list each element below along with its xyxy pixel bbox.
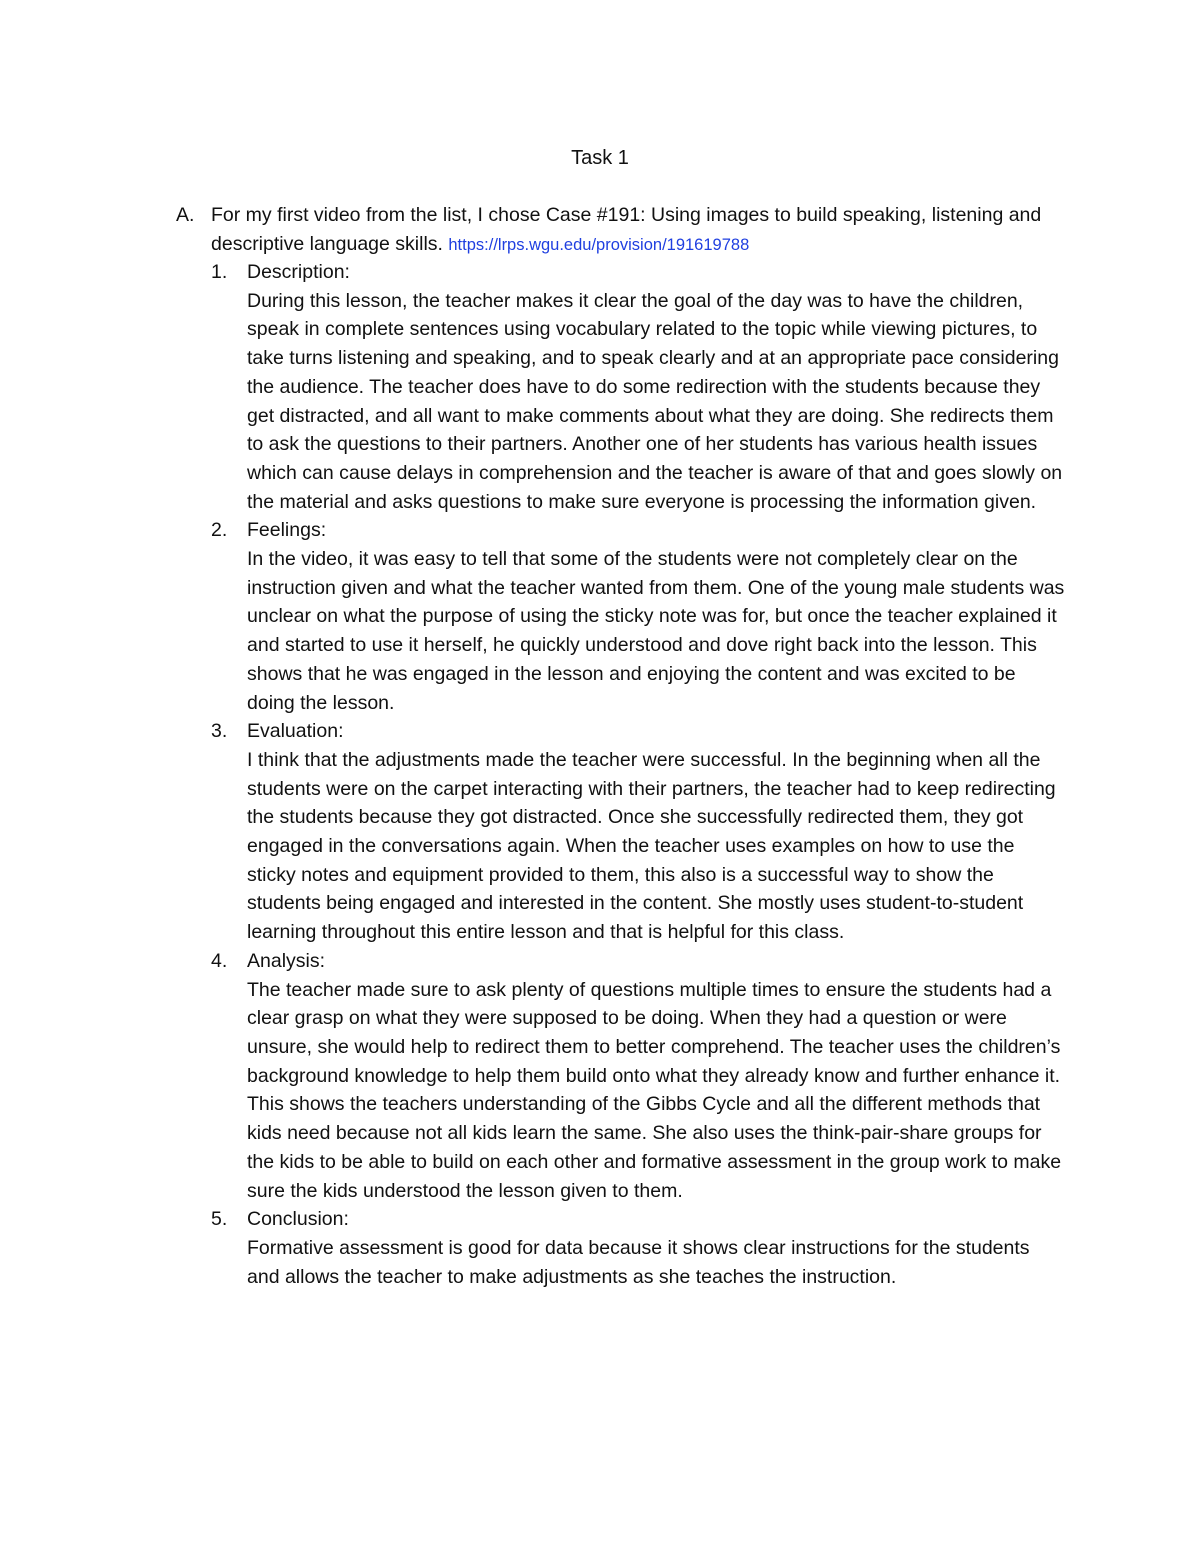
list-item-number: 5. bbox=[211, 1208, 228, 1231]
list-item-description bbox=[211, 258, 1071, 516]
list-item-heading: Description: bbox=[247, 261, 350, 283]
numbered-list bbox=[211, 258, 1071, 1291]
list-item-paragraph: During this lesson, the teacher makes it clear the goal of the day was to have the children, speak in complete sentences using vocabulary related to the topic while viewing pictures, to take turns listening and speaking, and to speak clearly and at an appropriate pace considering the audience. The teacher does have to do some redirection with the students because they get distracted, and all want to make comments about what they are doing. She redirects them to ask the questions to their partners. Another one of her students has various health issues which can cause delays in comprehension and the teacher is aware of that and goes slowly on the material and asks questions to make sure everyone is processing the information given. bbox=[247, 289, 1063, 513]
list-item-paragraph: In the video, it was easy to tell that some of the students were not completely clear on the instruction given and what the teacher wanted from them. One of the young male students was unclear on what the purpose of using the sticky note was for, but once the teacher explained it and started to use it herself, he quickly understood and dove right back into the lesson. This shows that he was engaged in the lesson and enjoying the content and was excited to be doing the lesson. bbox=[247, 548, 1065, 714]
list-item-paragraph: The teacher made sure to ask plenty of questions multiple times to ensure the students had a clear grasp on what they were supposed to be doing. When they had a question or were unsure, she would help to redirect them to better comprehend. The teacher uses the children’s background knowledge to help them build onto what they already know and further enhance it. This shows the teachers understanding of the Gibbs Cycle and all the different methods that kids need because not all kids learn the same. She also uses the think-pair-share groups for the kids to be able to build on each other and formative assessment in the group work to make sure the kids understood the lesson given to them. bbox=[247, 978, 1062, 1202]
section-a-text: For my first video from the list, I chose Case #191: Using images to build speaking, listening and descriptive language skills. bbox=[211, 204, 1042, 255]
list-item-number: 3. bbox=[211, 720, 228, 743]
list-item-heading: Conclusion: bbox=[247, 1208, 349, 1231]
list-item-number: 1. bbox=[211, 261, 228, 283]
section-a-body bbox=[211, 201, 1071, 259]
page-title: Task 1 bbox=[571, 147, 629, 169]
list-item-heading: Evaluation: bbox=[247, 720, 344, 743]
list-item-number: 2. bbox=[211, 519, 228, 542]
case-video-link[interactable]: https://lrps.wgu.edu/provision/191619788 bbox=[448, 235, 750, 254]
list-item-feelings bbox=[211, 516, 1071, 717]
list-item-conclusion bbox=[211, 1205, 1071, 1291]
list-item-number: 4. bbox=[211, 949, 228, 972]
list-item-paragraph: I think that the adjustments made the teacher were successful. In the beginning when all the students were on the carpet interacting with their partners, the teacher had to keep redirecting the students because they got distracted. Once she successfully redirected them, they got engaged in the conversations again. When the teacher uses examples on how to use the sticky notes and equipment provided to them, this also is a successful way to show the students being engaged and interested in the content. She mostly uses student-to-student learning throughout this entire lesson and that is helpful for this class. bbox=[247, 748, 1056, 944]
list-item-evaluation bbox=[211, 717, 1071, 947]
list-item-analysis bbox=[211, 947, 1071, 1205]
list-item-heading: Feelings: bbox=[247, 519, 327, 542]
list-item-paragraph: Formative assessment is good for data because it shows clear instructions for the students and allows the teacher to make adjustments as she teaches the instruction. bbox=[247, 1236, 1030, 1288]
list-item-heading: Analysis: bbox=[247, 949, 326, 972]
section-a-marker: A. bbox=[176, 204, 195, 226]
